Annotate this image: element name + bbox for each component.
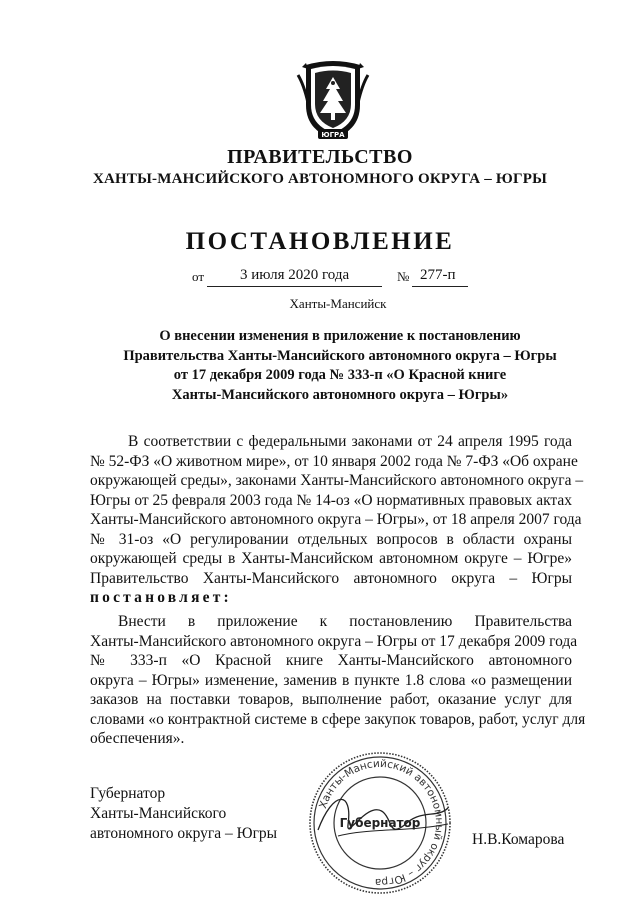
text-line: В соответствии с федеральными законами от 24 апреля 1995 года (128, 433, 572, 450)
text-line: Внести в приложение к постановлению Правительства (118, 613, 572, 630)
text-line: словами «о контрактной системе в сфере закупок товаров, работ, услуг для (90, 710, 586, 728)
authority-title: ПРАВИТЕЛЬСТВО (227, 146, 413, 168)
number-prefix: № (397, 269, 410, 284)
signatory-title-line: Ханты-Мансийского (90, 805, 227, 822)
subject-line: Правительства Ханты-Мансийского автономного округа – Югры (123, 347, 557, 364)
resolves-word: постановляет: (90, 589, 232, 606)
text-line: Ханты-Мансийского автономного округа – Югры от 17 декабря 2009 года (90, 632, 578, 650)
text-line: заказов на поставки товаров, выполнение работ, оказание услуг для (90, 691, 572, 708)
date-prefix: от (192, 269, 205, 284)
text-line: Ханты-Мансийского автономного округа – Югры», от 18 апреля 2007 года (90, 511, 582, 528)
subject-line: О внесении изменения в приложение к постановлению (159, 328, 521, 344)
text-line: № 333-п «О Красной книге Ханты-Мансийского автономного (90, 652, 572, 669)
text-line: № 31-оз «О регулировании отдельных вопросов в области охраны (90, 530, 572, 548)
text-line: окружающей среды», законами Ханты-Мансийского автономного округа – (90, 472, 584, 489)
number-underline (412, 286, 468, 287)
document-type: ПОСТАНОВЛЕНИЕ (185, 228, 455, 255)
signatory-title-line: автономного округа – Югры (90, 825, 278, 842)
stamp-ring-text: Ханты-Мансийский автономный округ – Югра (317, 757, 446, 889)
authority-subtitle: ХАНТЫ-МАНСИЙСКОГО АВТОНОМНОГО ОКРУГА – ЮГРЫ (92, 171, 547, 187)
text-line: окружающей среды в Ханты-Мансийском автономном округе – Югре» (90, 550, 572, 567)
text-line: Правительство Ханты-Мансийского автономного округа – Югры (90, 569, 572, 587)
document-date: 3 июля 2020 года (240, 267, 350, 283)
coat-of-arms-icon (296, 55, 370, 143)
text-line: обеспечения». (90, 730, 185, 747)
signatory-title (90, 784, 277, 844)
date-underline (207, 286, 382, 287)
text-line: № 52-ФЗ «О животном мире», от 10 января 2002 года № 7-ФЗ «Об охране (90, 452, 578, 470)
city: Ханты-Мансийск (289, 296, 387, 311)
emblem-label: ЮГРА (321, 131, 345, 139)
signatory-title-line: Губернатор (90, 785, 166, 802)
text-line: округа – Югры» изменение, заменив в пункте 1.8 слова «о размещении (90, 671, 572, 689)
signature-scribble (298, 770, 468, 860)
subject-line: Ханты-Мансийского автономного округа – Югры» (171, 386, 509, 403)
document-number: 277-п (420, 267, 456, 283)
text-line: Югры от 25 февраля 2003 года № 14-оз «О нормативных правовых актах (90, 491, 572, 509)
stamp-center-text: Губернатор (339, 816, 421, 830)
paragraph-operative (90, 612, 586, 749)
signatory-name: Н.В.Комарова (472, 831, 565, 848)
subject-line: от 17 декабря 2009 года № 333-п «О Красной книге (173, 367, 507, 383)
date-number-row (190, 267, 490, 287)
document-subject (100, 327, 580, 405)
paragraph-preamble (90, 432, 584, 608)
